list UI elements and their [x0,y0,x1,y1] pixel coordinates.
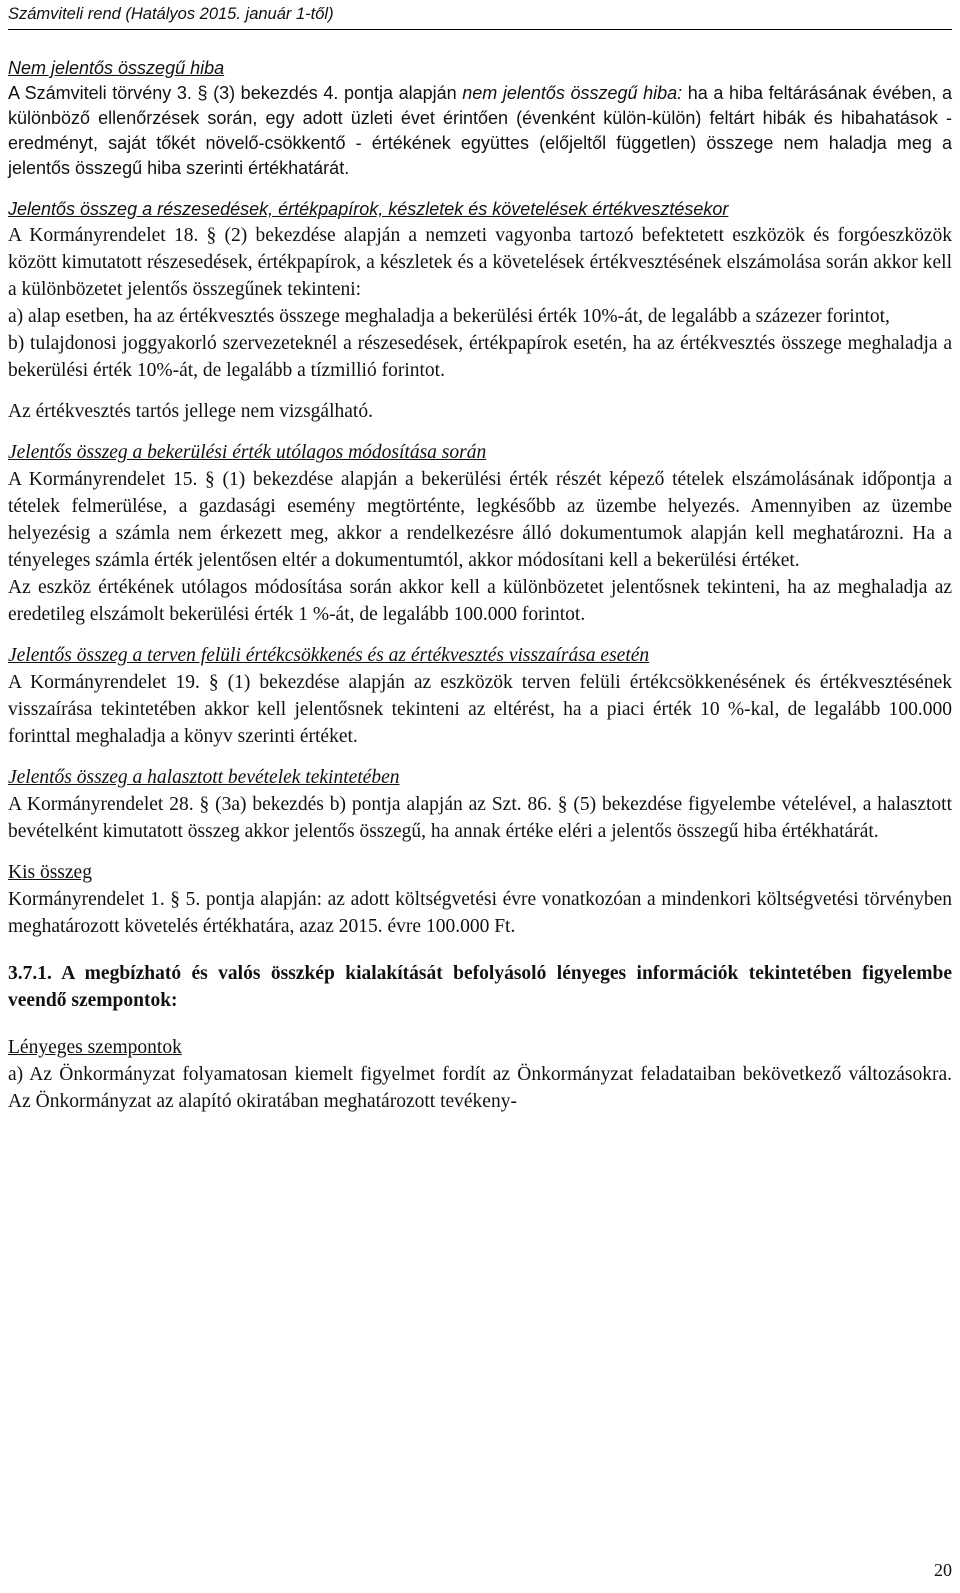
section-heading: Jelentős összeg a bekerülési érték utólagos módosítása során [8,442,487,463]
section-ertekvesztes [8,197,952,425]
paragraph: b) tulajdonosi joggyakorló szervezeteknél a részesedések, értékpapírok esetén, ha az értékvesztés összege meghaladja a bekerülési érték 10%-át, de legalább a tízmillió forintot. [8,333,952,381]
section-heading: Nem jelentős összegű hiba [8,58,225,78]
italic-term: nem jelentős összegű hiba: [462,83,683,103]
paragraph: A Kormányrendelet 18. § (2) bekezdése alapján a nemzeti vagyonba tartozó befektetett eszközök és forgóeszközök között kimutatott részesedések, értékpapírok, a készletek és a követelések értékvesztésének elszámolása során akkor kell a különbözetet jelentős összegűnek tekinteni: [8,225,952,300]
paragraph [8,81,952,181]
section-heading: 3.7.1. A megbízható és valós összkép kialakítását befolyásoló lényeges információk tekintetében figyelembe veendő szempontok: [8,963,952,1011]
section-terven-feluli [8,642,952,750]
paragraph: Kormányrendelet 1. § 5. pontja alapján: az adott költségvetési évre vonatkozóan a mindenkori költségvetési törvényben meghatározott követelés értékhatára, azaz 2015. évre 100.000 Ft. [8,889,952,937]
document-body [8,56,952,1115]
section-halasztott-bevetelek [8,764,952,845]
paragraph: A Kormányrendelet 28. § (3a) bekezdés b) pontja alapján az Szt. 86. § (5) bekezdése figyelembe vételével, a halasztott bevételként kimutatott összeg akkor jelentős összegű, ha annak értéke eléri a jelentős összegű hiba értékhatárát. [8,794,952,842]
section-heading: Kis összeg [8,862,92,883]
text-run: ha a hiba feltárásának évében, a különböző ellenőrzések során, egy adott üzleti évet érintően (évenként külön-külön) feltárt hibák és hibahatások - eredményt, saját tőkét növelő-csökkentő - értékének együttes (előjeltől független) összege nem haladja meg a jelentős összegű hiba szerinti értékhatárát. [8,83,952,178]
paragraph: A Kormányrendelet 19. § (1) bekezdése alapján az eszközök terven felüli értékcsökkenésének és értékvesztésének visszaírása tekintetében akkor kell jelentősnek tekinteni az eltérést, ha a piaci érték 10 %-kal, de legalább 100.000 forinttal meghaladja a könyv szerinti értéket. [8,672,952,747]
text-run: A Számviteli törvény 3. § (3) bekezdés 4. pontja alapján [8,83,463,103]
section-heading: Jelentős összeg a halasztott bevételek tekintetében [8,767,400,788]
section-bekerulesi-ertek [8,439,952,628]
section-heading: Lényeges szempontok [8,1037,182,1058]
page-number: 20 [934,1560,952,1580]
section-heading: Jelentős összeg a terven felüli értékcsökkenés és az értékvesztés visszaírása esetén [8,645,650,666]
paragraph: a) Az Önkormányzat folyamatosan kiemelt figyelmet fordít az Önkormányzat feladataiban bekövetkező változásokra. Az Önkormányzat az alapító okiratában meghatározott tevékeny- [8,1064,952,1112]
paragraph: A Kormányrendelet 15. § (1) bekezdése alapján a bekerülési érték részét képező tételek elszámolásának időpontja a tételek felmerülése, a gazdasági esemény megtörténte, legkésőbb az üzembe helyezés. Amennyiben az üzembe helyezésig a számla nem érkezett meg, akkor a rendelkezésre álló dokumentumok alapján kell meghatározni. Ha a tényeleges számla érték jelentősen eltér a dokumentumtól, akkor módosítani kell a bekerülési értéket. [8,469,952,571]
paragraph: Az értékvesztés tartós jellege nem vizsgálható. [8,401,373,422]
section-3-7-1 [8,960,952,1014]
paragraph: a) alap esetben, ha az értékvesztés összege meghaladja a bekerülési érték 10%-át, de legalább a százezer forintot, [8,306,890,327]
paragraph: Az eszköz értékének utólagos módosítása során akkor kell a különbözetet jelentősnek tekinteni, ha az meghaladja az eredetileg elszámolt bekerülési érték 1 %-át, de legalább 100.000 forintot. [8,577,952,625]
section-nem-jelentos-hiba [8,56,952,181]
page-header [8,4,952,30]
header-title: Számviteli rend (Hatályos 2015. január 1-től) [8,5,334,23]
section-heading: Jelentős összeg a részesedések, értékpapírok, készletek és követelések értékvesztésekor [8,199,729,219]
section-kis-osszeg [8,859,952,940]
section-lenyeges-szempontok [8,1034,952,1115]
